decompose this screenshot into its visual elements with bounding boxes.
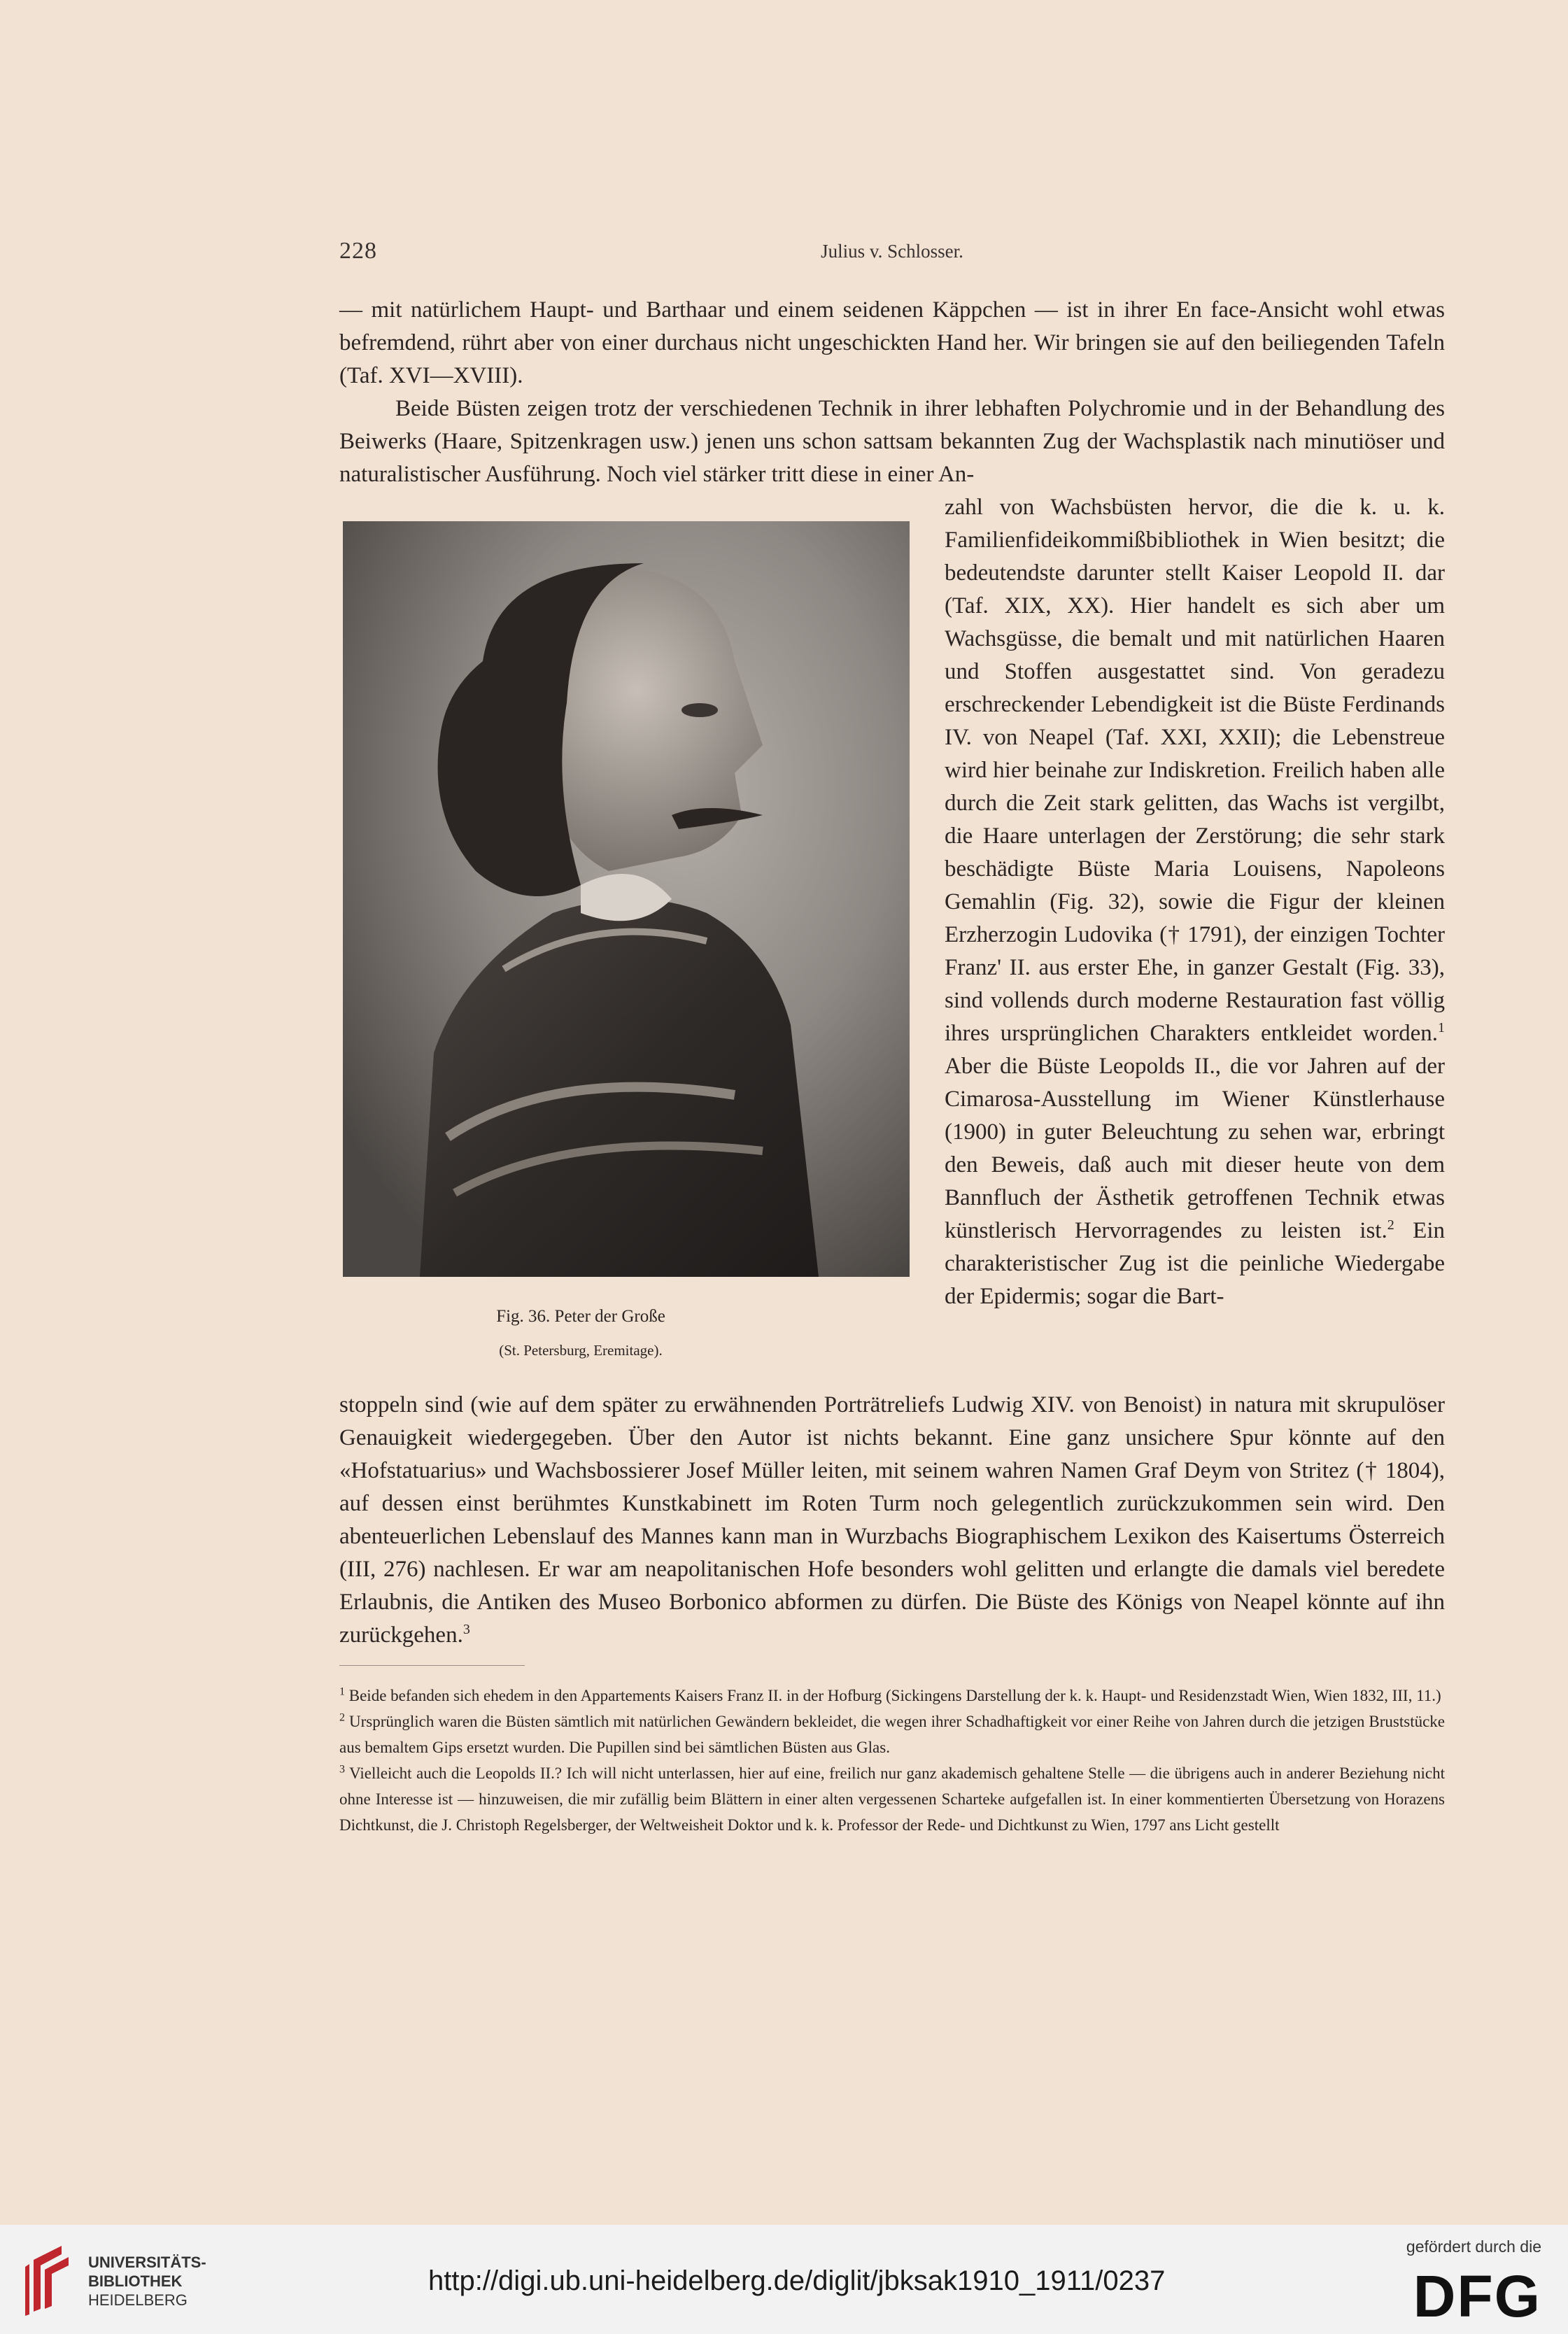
footnote [339, 1683, 1445, 1709]
permalink-url[interactable]: http://digi.ub.uni-heidelberg.de/diglit/jbksak1910_1911/0237 [428, 2265, 1166, 2296]
footnotes [339, 1683, 1445, 1838]
figure-source: (St. Petersburg, Eremitage). [499, 1342, 663, 1359]
footnote-marker: 3 [339, 1763, 345, 1776]
paragraph: — mit natürlichem Haupt- und Barthaar und einem seidenen Käppchen — ist in ihrer En face-Ansicht wohl etwas befremdend, rührt aber von einer durchaus nicht ungeschickten Hand her. Wir bringen sie auf den beiliegenden Tafeln (Taf. XVI—XVIII). [339, 297, 1445, 388]
portrait-illustration [343, 521, 910, 1277]
library-name [88, 2253, 206, 2310]
library-line: UNIVERSITÄTS- [88, 2254, 206, 2271]
paragraph: Beide Büsten zeigen trotz der verschiedenen Technik in ihrer lebhaften Polychromie und in der Behandlung des Beiwerks (Haare, Spitzenkragen usw.) jenen uns schon sattsam bekannten Zug der Wachsplastik nach minutiöser und naturalistischer Ausführung. Noch viel stärker tritt diese in einer An- [339, 396, 1445, 487]
footnote-ref: 1 [1438, 1020, 1445, 1035]
footnote-text: Ursprünglich waren die Büsten sämtlich mit natürlichen Gewändern bekleidet, die wegen ihrer Schadhaftigkeit vor einer Reihe von Jahren durch die jetzigen Bruststücke aus bemaltem Gips ersetzt wurden. Die Pupillen sind bei sämtlichen Büsten aus Glas. [339, 1713, 1446, 1756]
figure-caption: Fig. 36. Peter der Große [496, 1307, 665, 1326]
running-title: Julius v. Schlosser. [821, 241, 963, 262]
body-text-top [339, 294, 1445, 491]
text-run: stoppeln sind (wie auf dem später zu erwähnenden Porträtreliefs Ludwig XIV. von Benoist) in natura mit skrupulöser Genauigkeit wiedergegeben. Über den Autor ist nichts bekannt. Eine ganz unsichere Spur könnte auf den «Hofstatuarius» und Wachsbossierer Josef Müller leiten, mit seinem wahren Namen Graf Deym von Stritez († 1804), auf dessen einst berühmtes Kunstkabinett im Roten Turm noch gelegentlich zurückzukommen sein wird. Den abenteuerlichen Lebenslauf des Mannes kann man in Wurzbachs Biographischem Lexikon des Kaisertums Österreich (III, 276) nachlesen. Er war am neapolitanischen Hofe besonders wohl gelitten und erlangte die damals viel beredete Erlaubnis, die Antiken des Museo Borbonico abformen zu dürfen. Die Büste des Königs von Neapel könnte auf ihn zurückgehen. [339, 1392, 1445, 1648]
figure-portrait-image [343, 521, 910, 1277]
dfg-logo[interactable]: DFG [1413, 2263, 1541, 2329]
viewer-footer [0, 2225, 1568, 2334]
footnote [339, 1760, 1445, 1838]
paragraph [945, 491, 1445, 1313]
library-line: HEIDELBERG [88, 2291, 188, 2309]
footnote [339, 1709, 1445, 1760]
footnote-text: Beide befanden sich ehedem in den Appartements Kaisers Franz II. in der Hofburg (Sickingens Darstellung der k. k. Haupt- und Residenzstadt Wien, Wien 1832, III, 11.) [348, 1687, 1441, 1704]
page-header [339, 238, 1445, 266]
footnote-marker: 1 [339, 1685, 345, 1698]
footnote-ref: 3 [462, 1622, 470, 1637]
paragraph [339, 1389, 1445, 1652]
body-text-bottom [339, 1389, 1445, 1652]
page-number: 228 [339, 238, 377, 264]
text-run: Ein charakteristischer Zug ist die peinliche Wiedergabe der Epidermis; sogar die Bart- [945, 1218, 1446, 1309]
footnote-marker: 2 [339, 1711, 345, 1724]
library-line: BIBLIOTHEK [88, 2272, 183, 2290]
text-run: zahl von Wachsbüsten hervor, die die k. u. k. Familienfideikommißbibliothek in Wien besitzt; die bedeutendste darunter stellt Kaiser Leopold II. dar (Taf. XIX, XX). Hier handelt es sich aber um Wachsgüsse, die bemalt und mit natürlichen Haaren und Stoffen ausgestattet sind. Von geradezu erschreckender Lebendigkeit ist die Büste Ferdinands IV. von Neapel (Taf. XXI, XXII); die Lebenstreue wird hier beinahe zur Indiskretion. Freilich haben alle durch die Zeit stark gelitten, das Wachs ist vergilbt, die Haare unterlagen der Zerstörung; die sehr stark beschädigte Büste Maria Louisens, Napoleons Gemahlin (Fig. 32), sowie die Figur der kleinen Erzherzogin Ludovika († 1791), der einzigen Tochter Franz' II. aus erster Ehe, in ganzer Gestalt (Fig. 33), sind vollends durch moderne Restauration fast völlig ihres ursprünglichen Charakters entkleidet worden. [945, 495, 1445, 1046]
university-library-logo-icon[interactable] [20, 2239, 77, 2317]
footnote-ref: 2 [1387, 1217, 1394, 1233]
text-run: Aber die Büste Leopolds II., die vor Jahren auf der Cimarosa-Ausstellung im Wiener Künstlerhause (1900) in guter Beleuchtung zu sehen war, erbringt den Beweis, daß auch mit dieser heute von dem Bannfluch der Ästhetik getroffenen Technik etwas künstlerisch Hervorragendes zu leisten ist. [945, 1054, 1445, 1243]
funding-label: gefördert durch die [1406, 2237, 1541, 2256]
footnote-text: Vielleicht auch die Leopolds II.? Ich will nicht unterlassen, hier auf eine, freilich nur ganz akademisch gehaltene Stelle — die übrigens auch in anderer Beziehung nicht ohne Interesse ist — hinzuweisen, die mir zufällig beim Blättern in einer alten vergessenen Scharteke aufgefallen ist. In einer kommentierten Übersetzung von Horazens Dichtkunst, die J. Christoph Regelsberger, der Weltweisheit Doktor und k. k. Professor der Rede- und Dichtkunst zu Wien, 1797 ans Licht gestellt [339, 1764, 1445, 1834]
body-text-side [945, 491, 1445, 1313]
footnote-rule [339, 1665, 525, 1666]
